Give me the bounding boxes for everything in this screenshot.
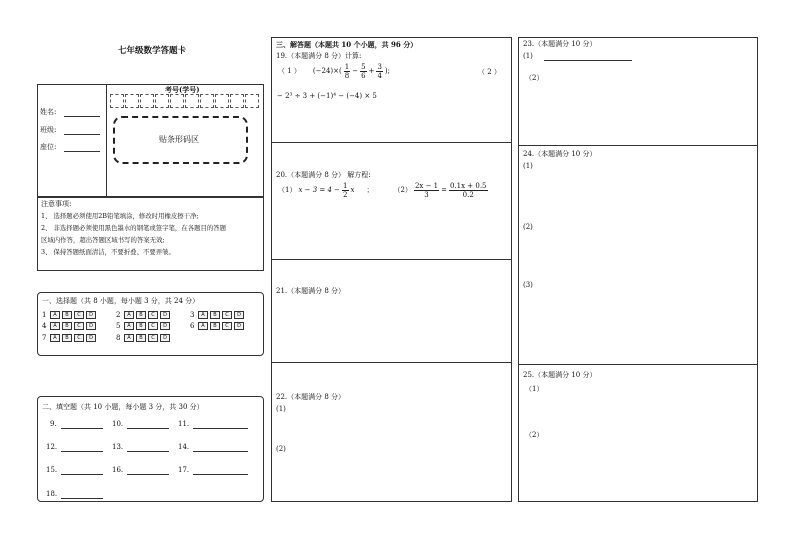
section-divider: [271, 259, 512, 260]
exam-number-cell[interactable]: [185, 94, 199, 108]
fill-answer-line[interactable]: [127, 420, 169, 429]
choice-bubble[interactable]: C: [74, 334, 84, 342]
q24-part3-label: (3): [523, 281, 533, 289]
choice-question-number: 2: [116, 311, 121, 319]
choice-bubble[interactable]: A: [50, 322, 60, 330]
fill-answer-line[interactable]: [127, 466, 169, 475]
fraction-denominator: 3: [424, 191, 429, 199]
choice-bubble[interactable]: D: [86, 322, 96, 330]
choice-bubble[interactable]: C: [148, 311, 158, 319]
q19-part2-expr: − 2³ ÷ 3 + (−1)⁴ − (−4) × 5: [277, 92, 377, 100]
answer-column-middle: [271, 37, 512, 502]
q24-title: 24.（本题满分 10 分）: [523, 150, 597, 158]
q20-expr-text: x: [350, 186, 355, 194]
barcode-label: 贴条形码区: [159, 135, 199, 144]
section-divider: [271, 362, 512, 363]
choice-bubble[interactable]: D: [160, 334, 170, 342]
choice-bubble[interactable]: C: [148, 334, 158, 342]
choice-bubble[interactable]: B: [62, 322, 72, 330]
fraction-numerator: 1: [344, 63, 350, 71]
choice-question: [42, 311, 98, 319]
choice-question-number: 5: [116, 322, 121, 330]
fill-answer-line[interactable]: [61, 466, 103, 475]
fraction-denominator: 2: [343, 191, 348, 199]
q23-answer-line[interactable]: [544, 52, 632, 61]
q22-title: 22.（本题满分 8 分）: [276, 393, 346, 401]
seat-field[interactable]: [64, 143, 100, 152]
q19-part2-label: （ 2 ）: [478, 68, 501, 76]
exam-number-cell[interactable]: [245, 94, 259, 108]
choice-question: [190, 311, 246, 319]
choice-bubble[interactable]: C: [74, 322, 84, 330]
q20-expr-text: =: [441, 186, 447, 194]
choice-bubble[interactable]: D: [86, 334, 96, 342]
notes-item: 2、 非选择题必须使用黑色墨水的钢笔或签字笔，在各题目的答题: [41, 224, 227, 232]
fraction: [414, 182, 439, 199]
exam-number-label: 考号(学号): [165, 85, 200, 94]
section-divider: [271, 142, 512, 143]
fraction: [449, 182, 488, 199]
class-label: 班级:: [40, 126, 57, 134]
fill-item-label: 13.: [112, 443, 124, 451]
choice-question: [42, 334, 98, 342]
choice-bubble[interactable]: C: [74, 311, 84, 319]
choice-question: [116, 322, 172, 330]
fraction-denominator: 8: [344, 72, 350, 80]
q20-part1-label: （1）: [278, 186, 297, 194]
fill-answer-line[interactable]: [127, 443, 169, 452]
fill-item-label: 9.: [50, 420, 57, 428]
notes-heading: 注意事项:: [41, 200, 72, 208]
q19-expr-text: +: [368, 67, 375, 75]
q19-title: 19.（本题满分 8 分）计算:: [276, 52, 362, 60]
choice-bubble[interactable]: B: [62, 311, 72, 319]
q25-title: 25.（本题满分 10 分）: [523, 371, 597, 379]
q20-expr-text: ；: [366, 186, 374, 194]
fraction-denominator: 4: [377, 72, 382, 80]
q19-expr-text: );: [384, 67, 390, 75]
exam-number-cell[interactable]: [170, 94, 184, 108]
q23-title: 23.（本题满分 10 分）: [523, 40, 597, 48]
exam-number-cell[interactable]: [200, 94, 214, 108]
fraction-numerator: 2x − 1: [414, 182, 439, 190]
class-field[interactable]: [64, 126, 100, 135]
fraction-numerator: 0.1x + 0.5: [449, 182, 487, 190]
fill-answer-line[interactable]: [61, 420, 103, 429]
fraction-numerator: 5: [361, 63, 366, 71]
exam-number-cell[interactable]: [140, 94, 154, 108]
fraction-denominator: 6: [361, 72, 366, 80]
choice-bubble[interactable]: B: [62, 334, 72, 342]
choice-question-number: 8: [116, 334, 121, 342]
q19-part1: [278, 63, 390, 80]
fraction: [376, 63, 382, 80]
fill-item-label: 17.: [178, 466, 190, 474]
choice-bubble[interactable]: A: [124, 311, 134, 319]
fill-heading: 二、填空题（共 10 小题，每小题 3 分，共 30 分）: [42, 403, 204, 411]
fill-answer-line[interactable]: [61, 490, 103, 499]
notes-item: 1、 选择题必须使用2B铅笔填涂，修改时用橡皮擦干净;: [41, 212, 199, 220]
choice-question: [190, 322, 246, 330]
choice-bubble[interactable]: A: [124, 322, 134, 330]
fill-answer-line[interactable]: [193, 420, 248, 429]
choice-bubble[interactable]: B: [136, 311, 146, 319]
fraction-numerator: 1: [343, 182, 348, 190]
q25-part1-label: （1）: [525, 385, 544, 393]
choice-bubble[interactable]: D: [160, 311, 170, 319]
name-label: 姓名:: [40, 108, 57, 116]
fraction: [344, 63, 350, 80]
answer-column-right: [518, 37, 758, 502]
q19-part1-label: （ 1 ）: [278, 67, 301, 75]
choice-bubble[interactable]: D: [234, 311, 244, 319]
q19-expr-text: −: [352, 67, 359, 75]
q22-part2-label: (2): [276, 445, 286, 453]
q25-part2-label: （2）: [525, 431, 544, 439]
fill-answer-line[interactable]: [193, 443, 248, 452]
section-divider: [518, 364, 758, 365]
section-divider: [518, 145, 758, 146]
q24-part2-label: (2): [523, 223, 533, 231]
fill-answer-line[interactable]: [61, 443, 103, 452]
choice-bubble[interactable]: C: [148, 322, 158, 330]
choice-bubble[interactable]: D: [234, 322, 244, 330]
choice-bubble[interactable]: A: [198, 322, 208, 330]
choice-bubble[interactable]: C: [222, 322, 232, 330]
notes-item: 3、 保持答题纸面清洁，不要折叠、不要弄皱。: [41, 248, 175, 256]
choice-bubble[interactable]: D: [160, 322, 170, 330]
notes-item: 区域内作答，超出答题区域书写的答案无效;: [41, 236, 165, 244]
choice-question: [116, 311, 172, 319]
fill-answer-line[interactable]: [193, 466, 248, 475]
choice-heading: 一、选择题（共 8 小题，每小题 3 分，共 24 分）: [42, 297, 200, 305]
choice-bubble[interactable]: A: [50, 334, 60, 342]
exam-number-cell[interactable]: [125, 94, 139, 108]
fill-item-label: 15.: [46, 466, 58, 474]
choice-question: [42, 322, 98, 330]
choice-bubble[interactable]: D: [86, 311, 96, 319]
exam-number-cell[interactable]: [110, 94, 124, 108]
q21-title: 21.（本题满分 8 分）: [276, 287, 346, 295]
choice-bubble[interactable]: C: [222, 311, 232, 319]
fraction: [360, 63, 366, 80]
q20-title: 20.（本题满分 8 分） 解方程:: [276, 171, 371, 179]
answer-heading: 三、解答题（本题共 10 个小题，共 96 分）: [276, 40, 418, 49]
fraction-denominator: 0.2: [462, 191, 474, 199]
choice-bubble[interactable]: B: [210, 322, 220, 330]
choice-bubble[interactable]: B: [210, 311, 220, 319]
fill-item-label: 11.: [178, 420, 190, 428]
choice-question-number: 3: [190, 311, 195, 319]
q19-expr-text: (−24)×(: [312, 67, 342, 75]
fill-item-label: 18.: [46, 490, 58, 498]
choice-bubble[interactable]: B: [136, 322, 146, 330]
exam-number-cell[interactable]: [215, 94, 229, 108]
student-info-divider: [106, 84, 107, 197]
fill-item-label: 12.: [46, 443, 58, 451]
choice-question-number: 1: [42, 311, 47, 319]
seat-label: 座位:: [40, 143, 57, 151]
fill-item-label: 10.: [112, 420, 124, 428]
exam-number-cell[interactable]: [155, 94, 169, 108]
choice-bubble[interactable]: B: [136, 334, 146, 342]
page-title: 七年级数学答题卡: [118, 46, 187, 56]
exam-number-cell[interactable]: [230, 94, 244, 108]
name-field[interactable]: [64, 108, 100, 117]
fraction-numerator: 3: [377, 63, 382, 71]
q23-part1-label: (1): [523, 52, 533, 60]
choice-question: [116, 334, 172, 342]
choice-question-number: 6: [190, 322, 195, 330]
choice-bubble[interactable]: A: [50, 311, 60, 319]
fill-item-label: 14.: [178, 443, 190, 451]
q22-part1-label: (1): [276, 405, 286, 413]
q23-part2-label: （2）: [525, 74, 544, 82]
q20-part2-label: （2）: [393, 186, 412, 194]
q20-expr-text: x − 3 = 4 −: [298, 186, 341, 194]
q20-equations: [278, 182, 488, 199]
choice-question-number: 7: [42, 334, 47, 342]
choice-question-number: 4: [42, 322, 47, 330]
choice-bubble[interactable]: A: [124, 334, 134, 342]
fraction: [342, 182, 348, 199]
choice-bubble[interactable]: A: [198, 311, 208, 319]
fill-item-label: 16.: [112, 466, 124, 474]
q24-part1-label: (1): [523, 162, 533, 170]
